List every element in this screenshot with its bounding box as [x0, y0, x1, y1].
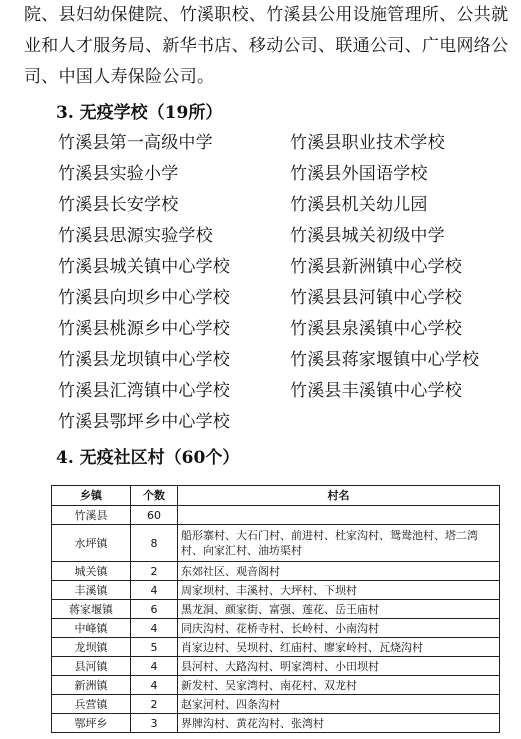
count-cell: 6 [131, 600, 178, 619]
town-cell: 新洲镇 [52, 676, 131, 695]
intro-line: 业和人才服务局、新华书店、移动公司、联通公司、广电网络公 [24, 36, 509, 56]
town-cell: 城关镇 [52, 562, 131, 581]
villages-cell: 周家坝村、丰溪村、大坪村、下坝村 [178, 581, 500, 600]
count-cell: 4 [131, 581, 178, 600]
villages-cell: 同庆沟村、花桥寺村、长岭村、小南沟村 [178, 619, 500, 638]
villages-cell [178, 506, 500, 525]
villages-cell: 新发村、吴家湾村、南花村、双龙村 [178, 676, 500, 695]
villages-cell: 肖家边村、吴坝村、红庙村、廖家岭村、瓦烧沟村 [178, 638, 500, 657]
town-cell: 县河镇 [52, 657, 131, 676]
school-item: 竹溪县鄂坪乡中心学校 [58, 412, 230, 432]
count-cell: 2 [131, 562, 178, 581]
intro-line: 司、中国人寿保险公司。 [24, 67, 215, 87]
intro-paragraph [24, 0, 516, 93]
villages-cell: 东郊社区、观音阁村 [178, 562, 500, 581]
table-row [52, 695, 500, 714]
count-cell: 8 [131, 525, 178, 562]
town-cell: 兵营镇 [52, 695, 131, 714]
header-villages: 村名 [178, 486, 500, 506]
school-item: 竹溪县机关幼儿园 [290, 195, 428, 215]
town-cell: 中峰镇 [52, 619, 131, 638]
town-cell: 鄂坪乡 [52, 714, 131, 733]
table-row [52, 619, 500, 638]
villages-cell: 界牌沟村、黄花沟村、张湾村 [178, 714, 500, 733]
school-item: 竹溪县县河镇中心学校 [290, 288, 462, 308]
table-row [52, 676, 500, 695]
school-item: 竹溪县龙坝镇中心学校 [58, 350, 230, 370]
table-header-row [52, 486, 500, 506]
school-item: 竹溪县职业技术学校 [290, 133, 445, 153]
school-item: 竹溪县泉溪镇中心学校 [290, 319, 462, 339]
intro-line: 院、县妇幼保健院、竹溪职校、竹溪县公用设施管理所、公共就 [24, 5, 509, 25]
table-row [52, 581, 500, 600]
school-item: 竹溪县新洲镇中心学校 [290, 257, 462, 277]
school-item: 竹溪县第一高级中学 [58, 133, 213, 153]
section4-heading: 4. 无疫社区村（60个） [56, 448, 240, 468]
town-cell: 竹溪县 [52, 506, 131, 525]
villages-cell: 县河村、大路沟村、明家湾村、小田坝村 [178, 657, 500, 676]
count-cell: 2 [131, 695, 178, 714]
table-row [52, 562, 500, 581]
town-cell: 龙坝镇 [52, 638, 131, 657]
school-item: 竹溪县蒋家堰镇中心学校 [290, 350, 480, 370]
table-row [52, 600, 500, 619]
villages-cell: 赵家河村、四条沟村 [178, 695, 500, 714]
school-item: 竹溪县实验小学 [58, 164, 179, 184]
school-item: 竹溪县思源实验学校 [58, 226, 213, 246]
school-item: 竹溪县向坝乡中心学校 [58, 288, 230, 308]
school-item: 竹溪县外国语学校 [290, 164, 428, 184]
count-cell: 3 [131, 714, 178, 733]
town-cell: 蒋家堰镇 [52, 600, 131, 619]
count-cell: 4 [131, 657, 178, 676]
table-row [52, 638, 500, 657]
table-row [52, 714, 500, 733]
school-item: 竹溪县城关初级中学 [290, 226, 445, 246]
header-count: 个数 [131, 486, 178, 506]
count-cell: 4 [131, 619, 178, 638]
table-row [52, 657, 500, 676]
school-item: 竹溪县丰溪镇中心学校 [290, 381, 462, 401]
count-cell: 4 [131, 676, 178, 695]
header-town: 乡镇 [52, 486, 131, 506]
count-cell: 5 [131, 638, 178, 657]
school-item: 竹溪县汇湾镇中心学校 [58, 381, 230, 401]
villages-cell: 船形寨村、大石门村、前进村、杜家沟村、鸳鸯池村、塔二湾村、向家汇村、油坊渠村 [178, 525, 500, 562]
table-row [52, 506, 500, 525]
villages-cell: 黑龙洞、颜家街、富强、莲花、岳王庙村 [178, 600, 500, 619]
table-row [52, 525, 500, 562]
community-table [51, 485, 500, 733]
school-item: 竹溪县桃源乡中心学校 [58, 319, 230, 339]
school-item: 竹溪县长安学校 [58, 195, 179, 215]
section3-heading: 3. 无疫学校（19所） [56, 103, 223, 123]
town-cell: 水坪镇 [52, 525, 131, 562]
count-cell: 60 [131, 506, 178, 525]
school-item: 竹溪县城关镇中心学校 [58, 257, 230, 277]
town-cell: 丰溪镇 [52, 581, 131, 600]
